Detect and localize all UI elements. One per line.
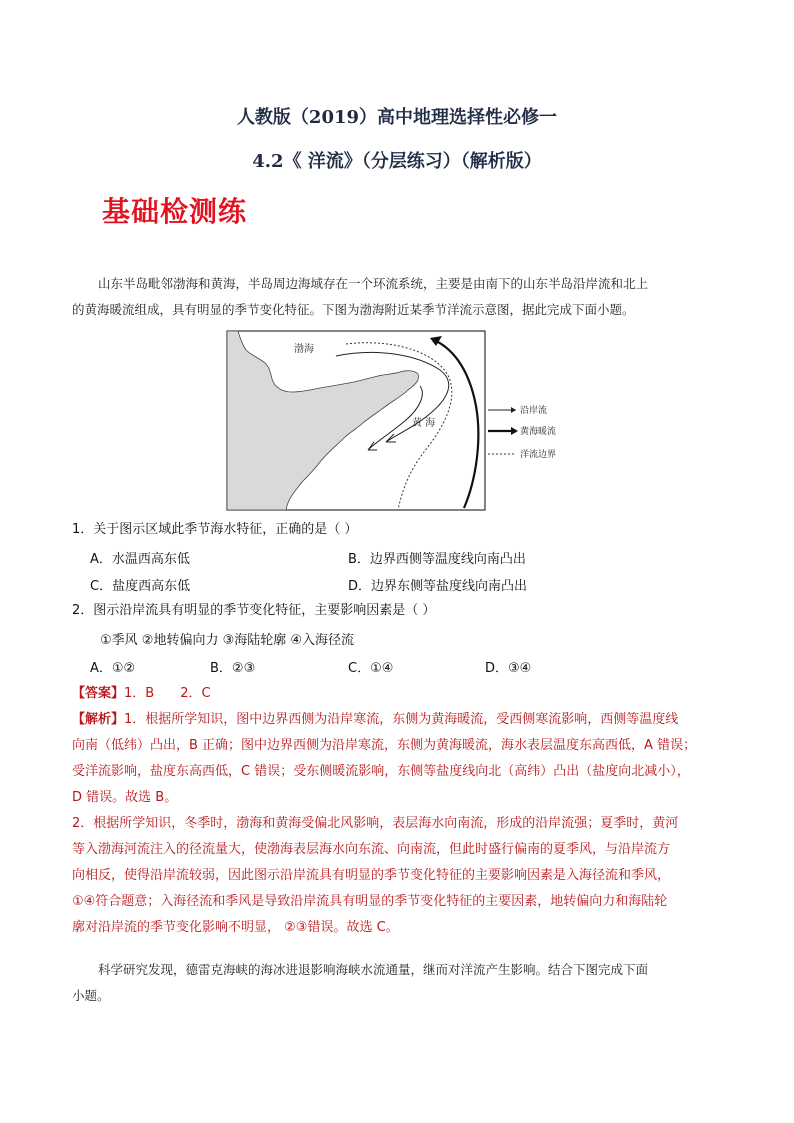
- analysis-line-9: 廓对沿岸流的季节变化影响不明显， ②③错误。故选 C。: [72, 920, 399, 935]
- legend-current-boundary: 洋流边界: [520, 450, 557, 460]
- analysis-line-1: [72, 707, 732, 733]
- analysis-line-6: 等入渤海河流注入的径流量大，使渤海表层海水向东流、向南流，但此时盛行偏南的夏季风，与沿岸流方: [72, 842, 671, 857]
- label-huanghai: 黄 海: [412, 418, 436, 429]
- answer-tag: 【答案】: [72, 686, 125, 701]
- passage-2-line-1: 科学研究发现，德雷克海峡的海冰进退影响海峡水流通量，继而对洋流产生影响。结合下图完成下面: [98, 962, 649, 977]
- map-legend: [488, 404, 556, 460]
- analysis-line-7: 向相反，使得沿岸流较弱，因此图示沿岸流具有明显的季节变化特征的主要影响因素是入海径流和季风，: [72, 868, 671, 883]
- analysis-tag: 【解析】: [72, 712, 125, 727]
- answer-line: [72, 681, 732, 707]
- label-bohai: 渤海: [294, 344, 314, 355]
- analysis-text-1: 1．根据所学知识，图中边界西侧为沿岸寒流，东侧为黄海暖流，受西侧寒流影响，西侧等温度线: [124, 712, 679, 727]
- legend-coastal-current: 沿岸流: [520, 406, 548, 416]
- q2-option-a: A．①②: [90, 661, 136, 676]
- analysis-line-3: 受洋流影响，盐度东高西低，C 错误；受东侧暖流影响，东侧等盐度线向北（高纬）凸出（盐度向北减小），: [72, 764, 690, 779]
- analysis-line-8: ①④符合题意；入海径流和季风是导致沿岸流具有明显的季节变化特征的主要因素，地转偏向力和海陆轮: [72, 894, 668, 909]
- analysis-line-2: 向南（低纬）凸出，B 正确；图中边界西侧为沿岸寒流，东侧为黄海暖流，海水表层温度东高西低，A 错误；: [72, 738, 697, 753]
- q2-option-d: D．③④: [485, 661, 532, 676]
- document-title: 人教版（2019）高中地理选择性必修一: [236, 107, 558, 128]
- question-1-stem: 1．关于图示区域此季节海水特征，正确的是（ ）: [72, 522, 358, 537]
- answer-text: 1．B 2．C: [124, 686, 211, 701]
- question-2-stem: 2．图示沿岸流具有明显的季节变化特征，主要影响因素是（ ）: [72, 603, 436, 618]
- q1-option-a: A．水温西高东低: [90, 552, 190, 567]
- section-title: 基础检测练: [102, 195, 248, 228]
- document-subtitle: 4.2《 洋流》（分层练习）（解析版）: [252, 151, 542, 172]
- q2-option-c: C．①④: [348, 661, 394, 676]
- passage-2-line-2: 小题。: [72, 988, 110, 1003]
- passage-1-line-2: 的黄海暖流组成，具有明显的季节变化特征。下图为渤海附近某季节洋流示意图，据此完成下面小题。: [72, 302, 635, 317]
- q1-option-c: C．盐度西高东低: [90, 579, 191, 594]
- ocean-current-map: [226, 330, 586, 512]
- legend-warm-current: 黄海暖流: [520, 427, 557, 437]
- passage-1-line-1: 山东半岛毗邻渤海和黄海，半岛周边海域存在一个环流系统，主要是由南下的山东半岛沿岸流和北上: [98, 276, 649, 291]
- q2-option-b: B．②③: [210, 661, 256, 676]
- analysis-line-5: 2．根据所学知识，冬季时，渤海和黄海受偏北风影响，表层海水向南流，形成的沿岸流强；夏季时，黄河: [72, 816, 679, 831]
- analysis-line-4: D 错误。故选 B。: [72, 790, 178, 805]
- q1-option-d: D．边界东侧等盐度线向南凸出: [348, 579, 528, 594]
- q1-option-b: B．边界西侧等温度线向南凸出: [348, 552, 526, 567]
- q2-factors: ①季风 ②地转偏向力 ③海陆轮廓 ④入海径流: [100, 633, 355, 648]
